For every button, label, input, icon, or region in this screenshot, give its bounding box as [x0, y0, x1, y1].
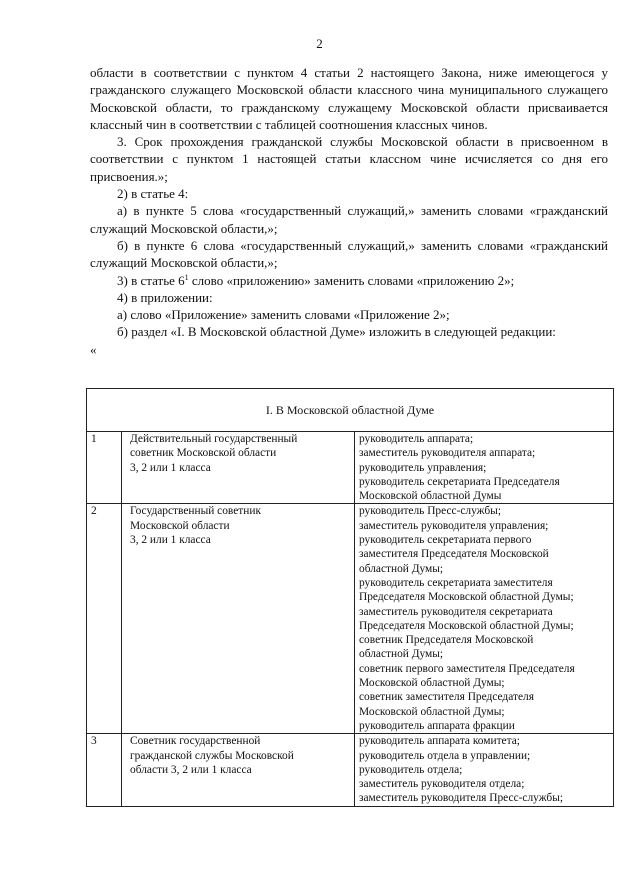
- cell-line: Председателя Московской областной Думы;: [359, 619, 574, 632]
- document-body: [90, 64, 608, 358]
- paragraph: 2) в статье 4:: [117, 186, 189, 202]
- cell-line: заместитель руководителя отдела;: [359, 778, 525, 791]
- row-number: 1: [87, 432, 122, 504]
- row-number: 2: [87, 504, 122, 734]
- cell-line: заместитель руководителя секретариата: [359, 605, 553, 618]
- cell-line: советник Председателя Московской: [359, 634, 534, 647]
- cell-line: заместитель руководителя управления;: [359, 519, 549, 532]
- positions-cell: [355, 504, 614, 734]
- class-rank-cell: [122, 432, 355, 504]
- class-rank-table: [86, 388, 614, 807]
- cell-line: Московской областной Думы;: [359, 677, 505, 690]
- cell-line: 3, 2 или 1 класса: [130, 461, 211, 474]
- cell-line: Московской областной Думы: [359, 490, 502, 503]
- cell-line: руководитель отдела;: [359, 763, 463, 776]
- class-rank-cell: [122, 504, 355, 734]
- cell-line: руководитель секретариата первого: [359, 534, 532, 547]
- cell-line: Действительный государственный: [130, 433, 298, 445]
- cell-line: заместителя Председателя Московской: [359, 548, 549, 561]
- cell-line: заместитель руководителя Пресс-службы;: [359, 792, 564, 805]
- cell-line: областной Думы;: [359, 562, 444, 575]
- cell-line: Советник государственной: [130, 735, 261, 748]
- table-header-row: [87, 389, 614, 432]
- paragraph: области в соответствии с пунктом 4 статьи 2 настоящего Закона, ниже имеющегося у гражданского служащего Московской области классного чина муниципального служащего Московской области, то гражданскому служащему Московской области присваивается классный чин в соответствии с таблицей соотношения классных чинов.: [90, 65, 608, 132]
- page-number: 2: [316, 36, 323, 51]
- table-row: [87, 734, 614, 806]
- section-title: I. В Московской областной Думе: [87, 389, 614, 432]
- positions-cell: [355, 734, 614, 806]
- cell-line: Председателя Московской областной Думы;: [359, 591, 574, 604]
- cell-line: советник Московской области: [130, 447, 277, 460]
- paragraph-superscript: [90, 272, 608, 289]
- class-rank-cell: [122, 734, 355, 806]
- quote-open: «: [90, 341, 97, 357]
- cell-line: заместитель руководителя аппарата;: [359, 447, 536, 460]
- cell-line: гражданской службы Московской: [130, 749, 294, 762]
- cell-line: Московской области: [130, 519, 230, 532]
- cell-line: руководитель аппарата комитета;: [359, 735, 520, 748]
- cell-line: руководитель управления;: [359, 461, 487, 474]
- paragraph: б) раздел «I. В Московской областной Думе» изложить в следующей редакции:: [117, 324, 556, 340]
- cell-line: областной Думы;: [359, 648, 444, 661]
- cell-line: советник первого заместителя Председателя: [359, 662, 575, 675]
- paragraph: 4) в приложении:: [117, 289, 213, 305]
- cell-line: Московской областной Думы;: [359, 705, 505, 718]
- cell-line: руководитель секретариата Председателя: [359, 475, 560, 488]
- cell-line: руководитель аппарата фракции: [359, 719, 515, 732]
- table-row: [87, 504, 614, 734]
- cell-line: Государственный советник: [130, 505, 262, 518]
- positions-cell: [355, 432, 614, 504]
- paragraph: а) слово «Приложение» заменить словами «Приложение 2»;: [117, 307, 450, 323]
- superscript: 1: [184, 272, 189, 282]
- text-part: 3) в статье 6: [117, 272, 185, 288]
- cell-line: советник заместителя Председателя: [359, 691, 534, 704]
- text-part: слово «приложению» заменить словами «приложению 2»;: [188, 272, 515, 288]
- cell-line: области 3, 2 или 1 класса: [130, 763, 252, 776]
- cell-line: 3, 2 или 1 класса: [130, 534, 211, 547]
- row-number: 3: [87, 734, 122, 806]
- table-row: [87, 432, 614, 504]
- paragraph: 3. Срок прохождения гражданской службы Московской области в присвоенном в соответствии с пунктом 1 настоящей статьи классном чине исчисляется со дня его присвоения.»;: [90, 134, 608, 184]
- cell-line: руководитель секретариата заместителя: [359, 576, 553, 589]
- paragraph: а) в пункте 5 слова «государственный служащий,» заменить словами «гражданский служащий Московской области,»;: [90, 203, 608, 236]
- cell-line: руководитель Пресс-службы;: [359, 505, 501, 518]
- paragraph: б) в пункте 6 слова «государственный служащий,» заменить словами «гражданский служащий Московской области,»;: [90, 237, 608, 271]
- cell-line: руководитель аппарата;: [359, 433, 474, 445]
- cell-line: руководитель отдела в управлении;: [359, 749, 531, 762]
